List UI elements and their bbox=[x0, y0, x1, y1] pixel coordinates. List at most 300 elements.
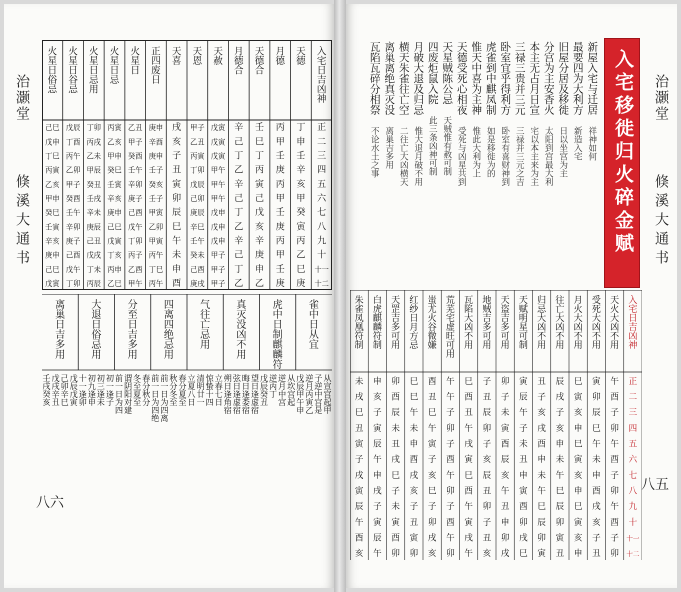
right-bottom-head-char: 用 bbox=[610, 341, 620, 352]
verse-note-char: 破 bbox=[414, 161, 424, 171]
verse-char: 星 bbox=[442, 52, 453, 64]
right-bottom-head-char: 凶 bbox=[591, 323, 601, 334]
verse-note-char: 惟 bbox=[443, 133, 453, 144]
left-top-cell: 丙午 bbox=[148, 279, 164, 289]
left-bottom-text-char: 分 bbox=[178, 382, 187, 392]
verse-char: 香 bbox=[544, 94, 555, 106]
left-top-cell: 四 bbox=[317, 165, 327, 176]
verse-note-char: 主 bbox=[530, 178, 540, 188]
right-bottom-head-char: 宅 bbox=[628, 305, 638, 316]
left-bottom-text-char: 宣 bbox=[323, 382, 332, 392]
left-top-cell: 八 bbox=[317, 222, 327, 233]
left-top-cell: 癸巳 bbox=[45, 208, 60, 218]
right-bottom-cell: 未 bbox=[592, 455, 601, 466]
verse-note-char: 惟 bbox=[414, 127, 424, 137]
right-bottom-cell: 申 bbox=[573, 423, 583, 434]
verse-char: 居 bbox=[587, 104, 598, 117]
right-bottom-cell: 寅 bbox=[519, 486, 528, 497]
left-bottom-text-char: 八 bbox=[187, 390, 196, 400]
right-bottom-head-char: 贼 bbox=[482, 305, 492, 316]
verse-char: 主 bbox=[529, 52, 540, 64]
left-top-cell: 丁卯 bbox=[190, 165, 205, 175]
left-top-cell: 己 bbox=[234, 250, 244, 261]
right-bottom-cell: 亥 bbox=[373, 392, 382, 403]
right-bottom-cell: 巳 bbox=[573, 439, 583, 450]
verse-char: 入 bbox=[587, 62, 598, 75]
verse-char: 碎 bbox=[370, 73, 381, 85]
left-top-cell: 寅 bbox=[254, 179, 265, 190]
right-bottom-head-char: 不 bbox=[555, 332, 565, 343]
right-bottom-head-char: 方 bbox=[409, 332, 419, 343]
right-bottom-cell: 子 bbox=[409, 502, 419, 513]
left-top-cell: 甲 bbox=[275, 250, 285, 261]
right-bottom-cell: 亥 bbox=[482, 549, 492, 560]
right-bottom-cell: 未 bbox=[354, 376, 364, 387]
verse-note-char: 土 bbox=[370, 152, 380, 163]
right-bottom-cell: 未 bbox=[500, 408, 510, 419]
right-bottom-cell: 午 bbox=[610, 502, 619, 513]
verse-char: 离 bbox=[384, 41, 395, 54]
verse-note-char: 为 bbox=[530, 169, 540, 180]
left-top-col-head-char: 谷 bbox=[68, 75, 78, 87]
left-top-cell: 丁亥 bbox=[107, 250, 122, 260]
right-bottom-cell: 卯 bbox=[482, 423, 492, 434]
left-bottom-text-char: 宫 bbox=[314, 398, 323, 408]
left-bottom-col-head-char: 日 bbox=[272, 320, 283, 331]
verse-note-char: 月 bbox=[414, 152, 424, 163]
left-top-cell: 戊午 bbox=[128, 222, 143, 232]
left-bottom-col-head-char: 日 bbox=[91, 320, 102, 331]
book-gutter bbox=[334, 0, 346, 592]
left-top-cell: 七 bbox=[317, 208, 327, 219]
verse-char: 雀 bbox=[399, 73, 410, 85]
verse-char: 天 bbox=[442, 41, 453, 54]
right-bottom-cell: 丑 bbox=[555, 549, 565, 560]
left-top-cell: 壬午 bbox=[128, 165, 143, 175]
left-top-cell: 丁酉 bbox=[65, 137, 81, 147]
right-bottom-cell: 丑 bbox=[354, 423, 364, 434]
right-bottom-cell: 亥 bbox=[573, 408, 583, 419]
verse-note-char: 到 bbox=[501, 178, 511, 188]
left-top-col-head-char: 合 bbox=[254, 65, 265, 77]
left-top-cell: 甲 bbox=[275, 137, 285, 148]
right-bottom-head-char: 凶 bbox=[555, 323, 565, 334]
right-bottom-cell: 辰 bbox=[519, 392, 528, 403]
left-bottom-text-char: 坎 bbox=[287, 382, 296, 392]
verse-char: 及 bbox=[413, 83, 424, 96]
left-bottom-text-char: 丙 bbox=[305, 390, 314, 400]
left-bottom-text-char: 戊 bbox=[69, 390, 78, 400]
right-bottom-head-char: 可 bbox=[482, 332, 492, 343]
right-bottom-head-char: 火 bbox=[573, 305, 583, 316]
left-top-cell: 丙午 bbox=[65, 151, 81, 161]
left-top-cell: 未 bbox=[172, 250, 182, 261]
right-bottom-head-char: 红 bbox=[409, 296, 419, 307]
right-bottom-cell: 巳 bbox=[391, 470, 400, 481]
right-bottom-head-char: 大 bbox=[610, 314, 620, 325]
left-bottom-text-char: 分 bbox=[142, 382, 151, 392]
right-bottom-cell: 辰 bbox=[592, 408, 601, 419]
right-bottom-cell: 酉 bbox=[354, 533, 364, 544]
right-bottom-cell: 子 bbox=[482, 376, 492, 387]
left-bottom-text-char: 日 bbox=[160, 390, 169, 400]
left-bottom-text-char: 角 bbox=[223, 398, 232, 408]
left-bottom-text-char: 丑 bbox=[51, 398, 60, 408]
right-bottom-cell: 午 bbox=[464, 423, 473, 434]
left-top-col-head-char: 赦 bbox=[213, 56, 223, 68]
right-bottom-head-char: 天 bbox=[518, 296, 528, 307]
left-top-col-head-char: 忌 bbox=[47, 84, 58, 96]
right-bottom-cell: 子 bbox=[537, 392, 546, 403]
left-top-cell: 甲午 bbox=[210, 165, 226, 175]
left-bottom-text-char: 中 bbox=[278, 390, 287, 400]
left-bottom-col-head-char: 大 bbox=[91, 300, 102, 311]
right-bottom-head-char: 吉 bbox=[482, 314, 492, 325]
left-top-cell: 壬寅 bbox=[45, 222, 60, 232]
right-bottom-cell: 巳 bbox=[427, 486, 437, 497]
right-bottom-head-char: 多 bbox=[391, 323, 401, 334]
verse-note-char: 宅 bbox=[530, 127, 540, 137]
left-bottom-text-char: 十 bbox=[78, 374, 87, 384]
right-bottom-cell: 酉 bbox=[446, 517, 455, 528]
left-bottom-text-char: 绝 bbox=[151, 414, 160, 424]
verse-char: 天 bbox=[457, 41, 468, 54]
left-top-cell: 甲午 bbox=[210, 194, 226, 204]
verse-note-char: 三 bbox=[515, 127, 525, 137]
right-bottom-head-char: 不 bbox=[573, 332, 583, 343]
right-bottom-cell: 丑 bbox=[519, 455, 528, 466]
verse-char: 占 bbox=[529, 73, 540, 85]
verse-note-char: 大 bbox=[544, 169, 554, 180]
right-bottom-cell: 午 bbox=[409, 408, 419, 419]
left-bottom-text-char: 一 bbox=[160, 382, 169, 392]
right-bottom-head-char: 罡 bbox=[391, 305, 401, 316]
verse-note-char: 吉 bbox=[385, 144, 395, 154]
left-top-cell: 丙寅 bbox=[45, 165, 60, 175]
right-bottom-head-char: 制 bbox=[372, 341, 382, 352]
left-bottom-col-head-char: 用 bbox=[127, 350, 138, 361]
right-bottom-cell: 午 bbox=[610, 376, 619, 387]
right-bottom-cell: 寅 bbox=[573, 455, 583, 466]
left-bottom-text-char: 丑 bbox=[260, 398, 269, 408]
left-top-cell: 丁巳 bbox=[148, 264, 164, 274]
left-bottom-col-head-char: 用 bbox=[163, 350, 174, 361]
right-bottom-head-char: 制 bbox=[354, 341, 364, 352]
left-top-col-head-char: 月 bbox=[275, 46, 285, 58]
left-bottom-col-head-char: 离 bbox=[163, 310, 174, 321]
left-bottom-text-char: 至 bbox=[133, 398, 142, 408]
left-bottom-text-char: 虚 bbox=[250, 398, 259, 408]
left-bottom-col-head-char: 吉 bbox=[127, 330, 138, 341]
left-bottom-text-char: 为 bbox=[160, 398, 169, 408]
right-bottom-head-char: 天 bbox=[500, 296, 510, 307]
verse-note-char: 入 bbox=[573, 144, 583, 154]
right-bottom-head-char: 明 bbox=[518, 314, 528, 325]
left-top-cell: 壬子 bbox=[148, 165, 164, 175]
verse-note-char: 用 bbox=[414, 178, 424, 188]
left-top-cell: 六 bbox=[317, 194, 327, 205]
right-bottom-cell: 卯 bbox=[500, 533, 510, 544]
left-bottom-col-head-char: 俗 bbox=[91, 330, 102, 341]
verse-note-char: 卧 bbox=[501, 127, 511, 137]
right-bottom-cell: 戌 bbox=[555, 392, 565, 403]
right-bottom-head-char: 多 bbox=[482, 323, 492, 334]
left-bottom-text-char: 初 bbox=[105, 374, 114, 384]
verse-char: 瓦 bbox=[370, 62, 381, 75]
right-bottom-cell: 卯 bbox=[391, 549, 400, 560]
left-bottom-text-char: 秋 bbox=[169, 374, 178, 384]
right-bottom-cell: 丑 bbox=[592, 549, 601, 560]
left-bottom-text-char: 四 bbox=[115, 406, 124, 416]
verse-char: 与 bbox=[587, 83, 598, 96]
verse-char: 虎 bbox=[486, 41, 497, 54]
right-bottom-head-char: 符 bbox=[354, 332, 364, 343]
verse-note-char: 论 bbox=[370, 135, 380, 146]
left-top-cell: 辛 bbox=[234, 123, 244, 134]
left-bottom-text-char: 一 bbox=[196, 398, 205, 408]
right-bottom-cell: 午 bbox=[537, 486, 546, 497]
right-bottom-cell: 申 bbox=[409, 439, 419, 450]
verse-note-char: 之 bbox=[370, 161, 380, 171]
right-bottom-cell: 卯 bbox=[482, 502, 492, 513]
right-bottom-cell: 寅 bbox=[555, 533, 565, 544]
right-bottom-cell: 丑 bbox=[409, 517, 419, 528]
left-bottom-text-char: 为 bbox=[115, 398, 124, 408]
left-bottom-text-char: 明 bbox=[196, 382, 205, 392]
verse-char: 中 bbox=[471, 62, 482, 75]
left-top-cell: 乙 bbox=[234, 222, 244, 233]
left-bottom-text-char: 丙 bbox=[269, 382, 278, 392]
left-top-cell: 壬 bbox=[296, 151, 306, 162]
right-bottom-head-char: 凰 bbox=[354, 323, 364, 334]
left-top-cell: 乙卯 bbox=[65, 165, 81, 175]
left-bottom-col-head-char: 巢 bbox=[55, 310, 66, 321]
right-bottom-cell: 六 bbox=[628, 455, 638, 466]
left-top-col-head-char: 日 bbox=[89, 65, 99, 77]
verse-note-char: 利 bbox=[544, 178, 554, 188]
right-bottom-cell: 午 bbox=[446, 470, 455, 481]
right-bottom-cell: 午 bbox=[354, 517, 364, 528]
right-bottom-cell: 寅 bbox=[592, 376, 601, 387]
right-bottom-cell: 子 bbox=[482, 439, 492, 450]
right-bottom-cell: 十一 bbox=[626, 534, 640, 543]
left-bottom-text-char: 丁 bbox=[269, 390, 278, 400]
right-bottom-head-char: 入 bbox=[628, 296, 638, 307]
verse-char: 凤 bbox=[486, 94, 497, 106]
right-bottom-cell: 巳 bbox=[464, 376, 473, 387]
verse-note-char: 宅 bbox=[573, 152, 583, 163]
verse-note-char: 利 bbox=[472, 152, 482, 163]
right-bottom-head-char: 虎 bbox=[372, 305, 382, 316]
left-bottom-text-char: 宫 bbox=[278, 398, 287, 408]
right-bottom-cell: 酉 bbox=[610, 517, 619, 528]
right-bottom-head-char: 嫌 bbox=[427, 341, 437, 352]
verse-char: 为 bbox=[544, 62, 555, 75]
left-bottom-text-char: 日 bbox=[115, 390, 124, 400]
verse-char: 归 bbox=[413, 94, 424, 106]
right-bottom-cell: 酉 bbox=[610, 455, 619, 466]
right-bottom-head-char: 用 bbox=[573, 341, 583, 352]
left-top-col-head-char: 忌 bbox=[109, 75, 120, 87]
right-bottom-cell: 寅 bbox=[573, 517, 583, 528]
left-top-col-head-char: 忌 bbox=[89, 75, 99, 87]
left-bottom-text-char: 至 bbox=[169, 398, 178, 408]
verse-char: 制 bbox=[486, 104, 497, 117]
verse-char: 到 bbox=[486, 62, 497, 75]
verse-note-char: 何 bbox=[588, 152, 598, 163]
left-bottom-text-char: 从 bbox=[287, 374, 296, 384]
left-bottom-col-head-char: 日 bbox=[308, 320, 319, 331]
left-bottom-text-char: 春 bbox=[142, 374, 151, 384]
right-bottom-cell: 未 bbox=[391, 502, 400, 513]
left-bottom-col-head-char: 凶 bbox=[236, 330, 247, 341]
right-bottom-cell: 戌 bbox=[427, 533, 437, 544]
left-top-cell: 戊申 bbox=[45, 137, 60, 147]
left-bottom-text-char: 建 bbox=[124, 406, 133, 416]
verse-char: 三 bbox=[515, 94, 526, 106]
right-bottom-cell: 巳 bbox=[537, 502, 546, 513]
right-bottom-head-char: 可 bbox=[391, 332, 401, 343]
right-bottom-cell: 寅 bbox=[427, 439, 437, 450]
verse-char: 心 bbox=[457, 83, 468, 96]
left-top-cell: 戊寅 bbox=[107, 236, 122, 246]
left-bottom-col-head-char: 中 bbox=[272, 310, 283, 321]
left-top-col-head-char: 星 bbox=[68, 56, 78, 68]
verse-char: 废 bbox=[428, 52, 439, 64]
left-top-cell: 甲申 bbox=[45, 194, 60, 204]
verse-char: 中 bbox=[486, 73, 497, 85]
verse-note-char: 宫 bbox=[559, 152, 569, 163]
right-bottom-head-char: 日 bbox=[628, 314, 638, 325]
left-top-cell: 甲寅 bbox=[148, 236, 164, 246]
verse-char: 贼 bbox=[442, 62, 453, 75]
verse-note-char: 巢 bbox=[385, 135, 395, 146]
verse-note-char: 到 bbox=[457, 178, 467, 188]
left-bottom-col-head-char: 制 bbox=[272, 330, 283, 341]
verse-char: 灭 bbox=[384, 94, 395, 106]
verse-note-char: 如 bbox=[588, 144, 598, 154]
left-top-cell: 二 bbox=[317, 137, 327, 148]
left-top-cell: 十一 bbox=[314, 264, 329, 274]
left-top-col-head-char: 天 bbox=[192, 46, 203, 58]
right-bottom-cell: 巳 bbox=[409, 392, 419, 403]
verse-note-char: 凶 bbox=[428, 142, 438, 152]
left-top-cell: 丙 bbox=[275, 236, 285, 247]
verse-note-char: 日 bbox=[559, 127, 569, 137]
left-top-cell: 壬 bbox=[254, 123, 265, 134]
left-top-cell: 庚辰 bbox=[86, 222, 101, 232]
left-top-cell: 己卯 bbox=[190, 194, 205, 204]
left-top-col-head-char: 火 bbox=[68, 46, 78, 58]
left-bottom-text-char: 夏 bbox=[187, 382, 196, 392]
right-bottom-cell: 卯 bbox=[446, 423, 455, 434]
right-bottom-head-char: 忌 bbox=[409, 341, 419, 352]
left-bottom-text-char: 为 bbox=[151, 398, 160, 408]
right-bottom-head-char: 用 bbox=[537, 341, 547, 352]
left-top-cell: 乙亥 bbox=[107, 137, 122, 147]
right-bottom-head-char: 虚 bbox=[445, 323, 455, 334]
left-top-col-head-char: 俗 bbox=[47, 75, 58, 87]
right-bottom-cell: 丑 bbox=[482, 486, 492, 497]
verse-note-char: 受 bbox=[457, 127, 467, 137]
left-top-cell: 甲 bbox=[275, 194, 285, 205]
verse-char: 徙 bbox=[558, 104, 569, 117]
left-bottom-col-head-char: 忌 bbox=[91, 340, 102, 351]
left-bottom-text-char: 望 bbox=[250, 374, 259, 384]
right-bottom-cell: 寅 bbox=[573, 392, 583, 403]
right-bottom-head-char: 宅 bbox=[445, 314, 455, 325]
left-bottom-text-char: 日 bbox=[187, 398, 196, 408]
right-bottom-head-char: 不 bbox=[610, 332, 620, 343]
left-top-cell: 戊午 bbox=[65, 264, 81, 274]
verse-note-char: 可 bbox=[428, 159, 438, 169]
left-bottom-text-char: 戌 bbox=[42, 382, 51, 392]
left-bottom-text-char: 清 bbox=[196, 374, 205, 384]
right-page bbox=[346, 4, 677, 588]
verse-char: 绝 bbox=[384, 73, 395, 85]
right-bottom-head-char: 多 bbox=[500, 323, 510, 334]
verse-note-char: 条 bbox=[428, 133, 438, 144]
left-bottom-text-char: 癸 bbox=[260, 390, 269, 400]
left-top-col-head-char: 忌 bbox=[68, 84, 78, 96]
right-bottom-cell: 戌 bbox=[464, 533, 473, 544]
right-bottom-cell: 寅 bbox=[354, 439, 364, 450]
left-bottom-text-char: 宿 bbox=[241, 406, 250, 416]
right-verses bbox=[368, 38, 600, 288]
verse-note-char: 太 bbox=[544, 127, 554, 137]
right-bottom-cell: 戌 bbox=[354, 470, 364, 481]
right-bottom-head-char: 不 bbox=[537, 332, 547, 343]
left-top-cell: 甲子 bbox=[190, 123, 205, 133]
right-page-number: 八五 bbox=[641, 477, 669, 493]
verse-char: 分 bbox=[370, 83, 381, 96]
verse-char: 得 bbox=[500, 83, 511, 96]
verse-note-char: 不 bbox=[370, 127, 380, 137]
right-bottom-head-char: 不 bbox=[464, 332, 474, 343]
right-bottom-cell: 午 bbox=[519, 408, 528, 419]
right-bottom-head-char: 死 bbox=[591, 305, 601, 316]
right-bottom-cell: 亥 bbox=[427, 549, 437, 560]
verse-char: 元 bbox=[515, 104, 526, 117]
verse-note-char: 神 bbox=[428, 150, 438, 161]
right-bottom-head-char: 凶 bbox=[610, 323, 620, 334]
left-top-col-head-char: 星 bbox=[89, 56, 99, 68]
verse-note-char: 神 bbox=[588, 135, 598, 146]
verse-char: 宅 bbox=[587, 73, 598, 85]
verse-note-char: 共 bbox=[457, 169, 467, 180]
left-bottom-text-char: 九 bbox=[87, 382, 96, 392]
verse-char: 三 bbox=[515, 41, 526, 54]
verse-char: 德 bbox=[457, 52, 468, 64]
right-bottom-cell: 子 bbox=[592, 533, 601, 544]
left-top-cell: 丁 bbox=[234, 264, 244, 275]
right-bottom-cell: 子 bbox=[519, 423, 528, 434]
left-bottom-text-char: 弦 bbox=[232, 374, 241, 384]
right-bottom-cell: 卯 bbox=[537, 533, 546, 544]
verse-char: 四 bbox=[573, 62, 584, 75]
right-bottom-head-char: 可 bbox=[445, 341, 455, 352]
left-bottom-text-char: 廿 bbox=[196, 390, 205, 400]
verse-note-char: 上 bbox=[472, 169, 482, 180]
left-bottom-text-char: 立 bbox=[214, 374, 223, 384]
verse-note-char: 往 bbox=[399, 135, 409, 146]
right-bottom-cell: 卯 bbox=[427, 517, 437, 528]
left-top-cell: 壬寅 bbox=[107, 179, 122, 189]
left-bottom-col-head-char: 用 bbox=[200, 340, 211, 351]
left-bottom-col-head-char: 宜 bbox=[308, 340, 319, 351]
verse-char: 死 bbox=[457, 73, 468, 85]
right-bottom-cell: 亥 bbox=[500, 470, 510, 481]
